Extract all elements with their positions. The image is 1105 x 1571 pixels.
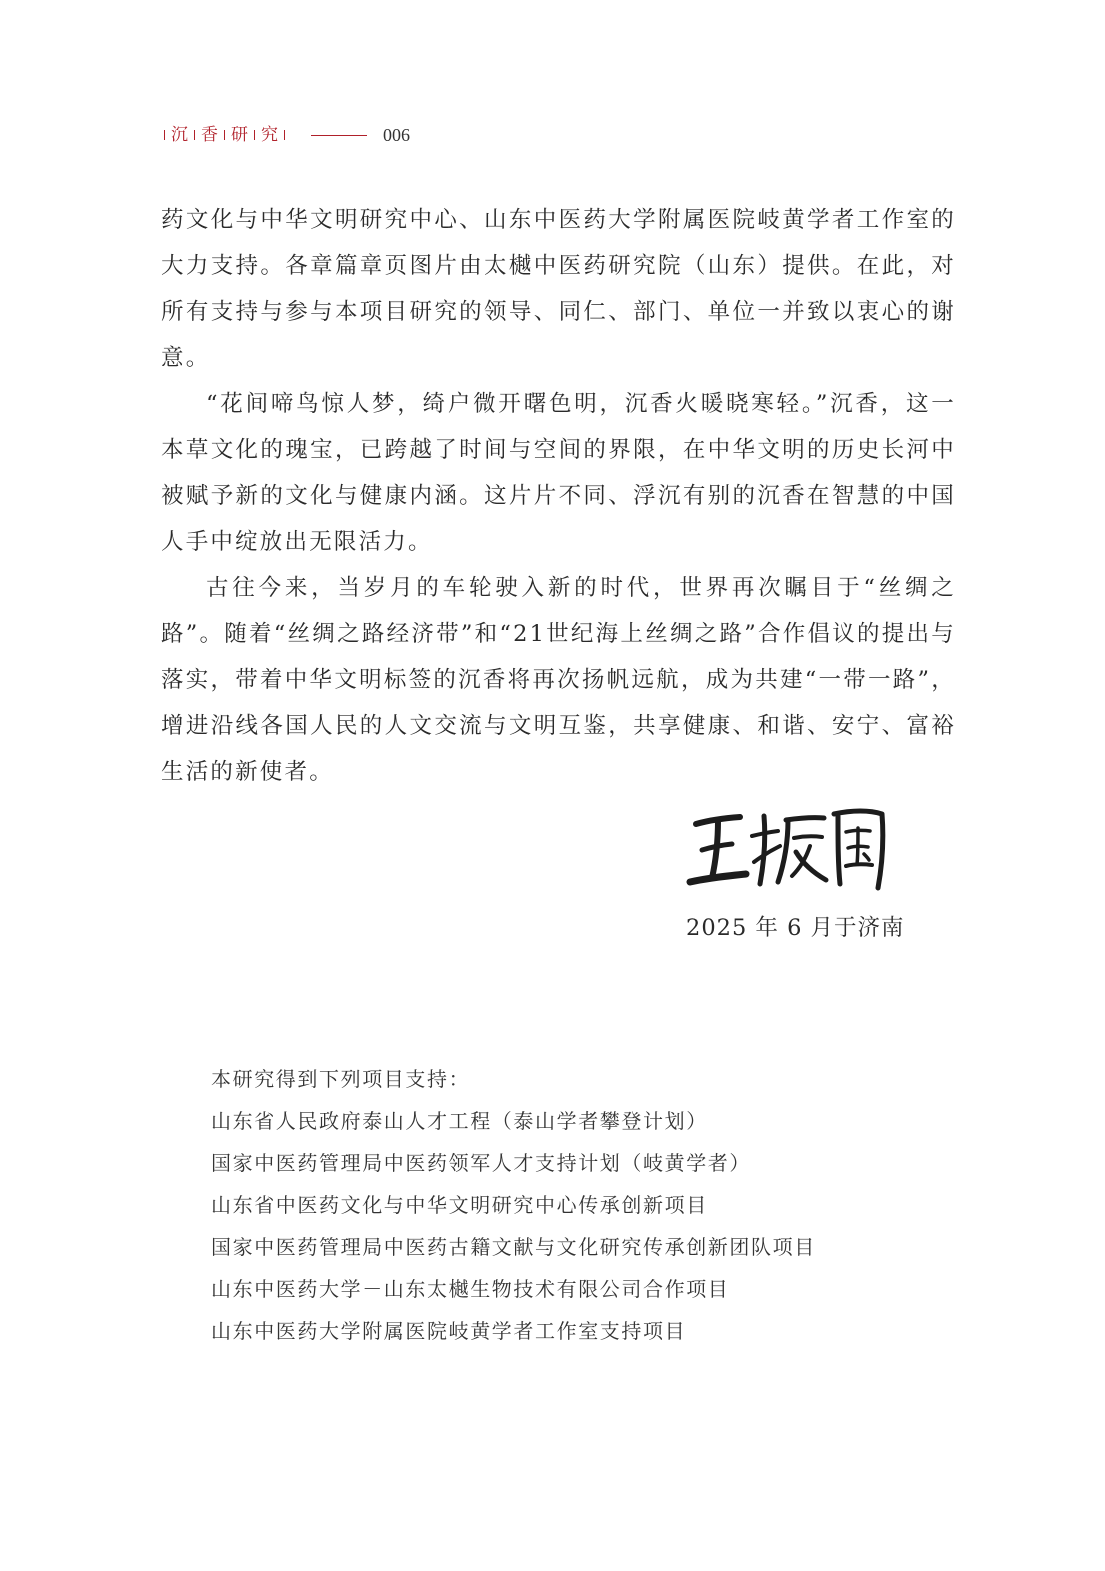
funding-list (211, 1100, 911, 1352)
funding-item: 山东中医药大学－山东太樾生物技术有限公司合作项目 (211, 1277, 730, 1301)
body-paragraph: 药文化与中华文明研究中心、山东中医药大学附属医院岐黄学者工作室的大力支持。各章篇章页图片由太樾中医药研究院（山东）提供。在此，对所有支持与参与本项目研究的领导、同仁、部门、单位一并致以衷心的谢意。 (161, 207, 956, 371)
preface-body (161, 197, 956, 795)
header-series-char: 沉 (171, 125, 188, 145)
funding-item: 国家中医药管理局中医药古籍文献与文化研究传承创新团队项目 (211, 1235, 816, 1259)
running-header (158, 123, 410, 147)
header-divider (164, 130, 165, 140)
funding-title: 本研究得到下列项目支持： (211, 1067, 471, 1091)
header-divider (254, 130, 255, 140)
page-number: 006 (383, 124, 410, 145)
funding-section (211, 1058, 911, 1352)
header-series-char: 研 (231, 125, 248, 145)
handwritten-signature (682, 800, 892, 895)
header-divider (284, 130, 285, 140)
header-divider (224, 130, 225, 140)
funding-item: 山东省中医药文化与中华文明研究中心传承创新项目 (211, 1193, 708, 1217)
funding-item: 山东中医药大学附属医院岐黄学者工作室支持项目 (211, 1319, 687, 1343)
header-rule (311, 135, 367, 136)
body-paragraph: 古往今来，当岁月的车轮驶入新的时代，世界再次瞩目于“丝绸之路”。随着“丝绸之路经济带”和“21世纪海上丝绸之路”合作倡议的提出与落实，带着中华文明标签的沉香将再次扬帆远航，成为共建“一带一路”，增进沿线各国人民的人文交流与文明互鉴，共享健康、和谐、安宁、富裕生活的新使者。 (161, 575, 956, 785)
body-paragraph: “花间啼鸟惊人梦，绮户微开曙色明，沉香火暖晓寒轻。”沉香，这一本草文化的瑰宝，已跨越了时间与空间的界限，在中华文明的历史长河中被赋予新的文化与健康内涵。这片片不同、浮沉有别的沉香在智慧的中国人手中绽放出无限活力。 (161, 391, 956, 555)
header-series-char: 香 (201, 125, 218, 145)
funding-item: 国家中医药管理局中医药领军人才支持计划（岐黄学者） (211, 1151, 751, 1175)
funding-item: 山东省人民政府泰山人才工程（泰山学者攀登计划） (211, 1109, 708, 1133)
header-series-char: 究 (261, 125, 278, 145)
header-divider (194, 130, 195, 140)
signature-date: 2025 年 6 月于济南 (686, 915, 905, 941)
